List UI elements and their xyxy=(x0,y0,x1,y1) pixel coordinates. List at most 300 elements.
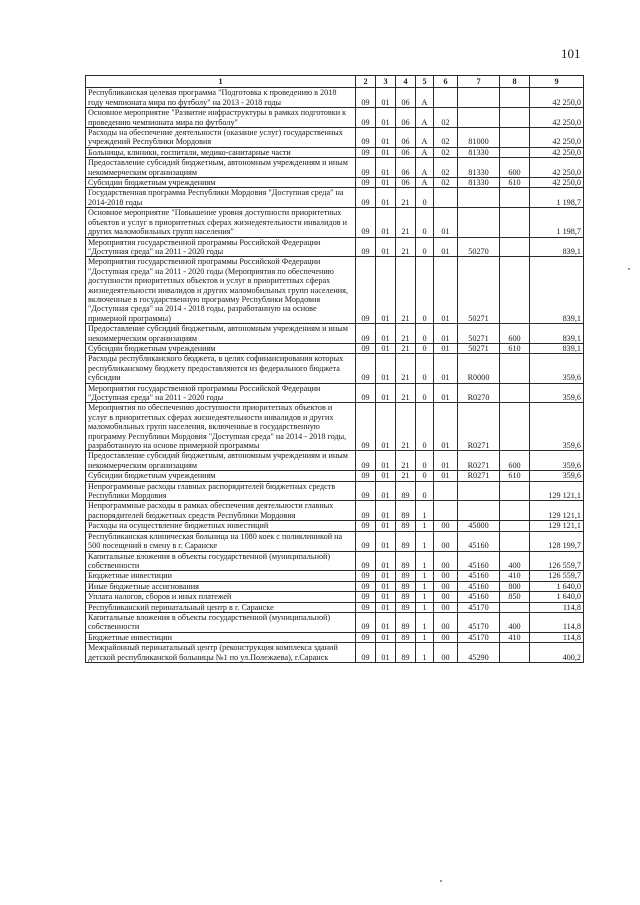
cell-amount: 400,2 xyxy=(530,643,584,663)
cell-col6: 00 xyxy=(434,602,458,612)
cell-col2: 09 xyxy=(356,324,376,344)
table-row xyxy=(86,592,584,602)
cell-col8: 400 xyxy=(500,612,530,632)
cell-col4: 21 xyxy=(396,208,416,237)
cell-col8 xyxy=(500,188,530,208)
table-row xyxy=(86,612,584,632)
cell-col5: 1 xyxy=(416,531,434,551)
cell-col7: 45160 xyxy=(458,571,500,581)
table-row xyxy=(86,602,584,612)
cell-col8: 600 xyxy=(500,451,530,471)
cell-col3: 01 xyxy=(376,632,396,642)
cell-col2: 09 xyxy=(356,128,376,148)
cell-col5: 1 xyxy=(416,571,434,581)
cell-amount: 114,8 xyxy=(530,612,584,632)
cell-name: Субсидии бюджетным учреждениям xyxy=(86,178,356,188)
cell-col3: 01 xyxy=(376,531,396,551)
cell-col6: 00 xyxy=(434,592,458,602)
cell-col8 xyxy=(500,481,530,501)
cell-col4: 89 xyxy=(396,551,416,571)
cell-col2: 09 xyxy=(356,581,376,591)
cell-amount: 42 250,0 xyxy=(530,178,584,188)
cell-col8: 410 xyxy=(500,632,530,642)
cell-col8: 400 xyxy=(500,551,530,571)
cell-col7: 81330 xyxy=(458,147,500,157)
cell-col5: 1 xyxy=(416,581,434,591)
cell-col7 xyxy=(458,108,500,128)
cell-col3: 01 xyxy=(376,188,396,208)
cell-col4: 21 xyxy=(396,471,416,481)
cell-col3: 01 xyxy=(376,257,396,324)
cell-col8: 850 xyxy=(500,592,530,602)
cell-col3: 01 xyxy=(376,88,396,108)
cell-amount: 42 250,0 xyxy=(530,147,584,157)
cell-col6: 02 xyxy=(434,108,458,128)
cell-col3: 01 xyxy=(376,581,396,591)
cell-col2: 09 xyxy=(356,383,376,403)
cell-col2: 09 xyxy=(356,158,376,178)
cell-col6 xyxy=(434,188,458,208)
cell-name: Капитальные вложения в объекты государственной (муниципальной) собственности xyxy=(86,612,356,632)
cell-col5: 0 xyxy=(416,237,434,257)
cell-col5: А xyxy=(416,158,434,178)
cell-col8: 610 xyxy=(500,471,530,481)
cell-amount: 1 198,7 xyxy=(530,188,584,208)
cell-amount: 42 250,0 xyxy=(530,128,584,148)
cell-col4: 21 xyxy=(396,451,416,471)
cell-col7 xyxy=(458,501,500,521)
cell-col5: 0 xyxy=(416,324,434,344)
cell-col8: 600 xyxy=(500,158,530,178)
cell-col6: 00 xyxy=(434,632,458,642)
header-cell: 1 xyxy=(86,76,356,88)
cell-col3: 01 xyxy=(376,324,396,344)
cell-col7: 50271 xyxy=(458,343,500,353)
cell-col8 xyxy=(500,147,530,157)
cell-col7 xyxy=(458,208,500,237)
cell-col6: 01 xyxy=(434,324,458,344)
cell-amount: 359,6 xyxy=(530,403,584,451)
cell-col7 xyxy=(458,188,500,208)
table-row xyxy=(86,108,584,128)
cell-col8 xyxy=(500,354,530,383)
cell-amount: 126 559,7 xyxy=(530,551,584,571)
cell-col5: 0 xyxy=(416,451,434,471)
cell-col2: 09 xyxy=(356,592,376,602)
cell-col2: 09 xyxy=(356,108,376,128)
cell-col7 xyxy=(458,88,500,108)
cell-col3: 01 xyxy=(376,481,396,501)
cell-amount: 359,6 xyxy=(530,354,584,383)
cell-col3: 01 xyxy=(376,501,396,521)
table-row xyxy=(86,403,584,451)
cell-name: Мероприятия государственной программы Российской Федерации "Доступная среда" на 2011 - 2020 годы xyxy=(86,237,356,257)
cell-amount: 839,1 xyxy=(530,343,584,353)
cell-col2: 09 xyxy=(356,551,376,571)
cell-col5: 1 xyxy=(416,592,434,602)
cell-col6: 00 xyxy=(434,521,458,531)
table-row xyxy=(86,354,584,383)
cell-amount: 129 121,1 xyxy=(530,521,584,531)
cell-amount: 839,1 xyxy=(530,237,584,257)
cell-col3: 01 xyxy=(376,643,396,663)
cell-col2: 09 xyxy=(356,632,376,642)
cell-col7: R0271 xyxy=(458,471,500,481)
cell-col6: 01 xyxy=(434,208,458,237)
cell-col8 xyxy=(500,531,530,551)
cell-name: Расходы республиканского бюджета, в целях софинансирования которых республиканскому бюджету предоставляются из федерального бюджета субсидии xyxy=(86,354,356,383)
cell-col6: 02 xyxy=(434,178,458,188)
table-header xyxy=(86,76,584,88)
cell-col7: R0270 xyxy=(458,383,500,403)
cell-name: Субсидии бюджетным учреждениям xyxy=(86,471,356,481)
cell-name: Мероприятия государственной программы Российской Федерации "Доступная среда" на 2011 - 2020 годы xyxy=(86,383,356,403)
cell-col6: 01 xyxy=(434,343,458,353)
cell-amount: 42 250,0 xyxy=(530,88,584,108)
cell-name: Основное мероприятие "Развитие инфраструктуры в рамках подготовки к проведению чемпионата мира по футболу" xyxy=(86,108,356,128)
cell-col5: 0 xyxy=(416,354,434,383)
cell-col7: 45160 xyxy=(458,531,500,551)
cell-col5: 1 xyxy=(416,602,434,612)
cell-col7: 45160 xyxy=(458,592,500,602)
cell-amount: 359,6 xyxy=(530,471,584,481)
cell-col6: 01 xyxy=(434,257,458,324)
cell-name: Непрограммные расходы главных распорядителей бюджетных средств Республики Мордовия xyxy=(86,481,356,501)
cell-col4: 06 xyxy=(396,158,416,178)
cell-amount: 129 121,1 xyxy=(530,481,584,501)
cell-col8 xyxy=(500,643,530,663)
scan-speck xyxy=(628,268,630,270)
cell-col2: 09 xyxy=(356,237,376,257)
cell-col7: 45170 xyxy=(458,602,500,612)
cell-col2: 09 xyxy=(356,403,376,451)
table-row xyxy=(86,188,584,208)
cell-name: Республиканская клиническая больница на 1080 коек с поликлиникой на 500 посещений в смену в г. Саранске xyxy=(86,531,356,551)
cell-col4: 89 xyxy=(396,612,416,632)
cell-name: Расходы на осуществление бюджетных инвестиций xyxy=(86,521,356,531)
header-cell: 6 xyxy=(434,76,458,88)
cell-col4: 89 xyxy=(396,643,416,663)
cell-col7 xyxy=(458,481,500,501)
cell-col2: 09 xyxy=(356,501,376,521)
cell-col4: 89 xyxy=(396,632,416,642)
cell-col6 xyxy=(434,481,458,501)
cell-col8 xyxy=(500,257,530,324)
cell-amount: 42 250,0 xyxy=(530,158,584,178)
cell-col4: 89 xyxy=(396,501,416,521)
cell-col3: 01 xyxy=(376,471,396,481)
cell-name: Республиканский перинатальный центр в г. Саранске xyxy=(86,602,356,612)
cell-col2: 09 xyxy=(356,188,376,208)
cell-amount: 359,6 xyxy=(530,383,584,403)
cell-col7: 45160 xyxy=(458,581,500,591)
cell-col2: 09 xyxy=(356,208,376,237)
cell-col8 xyxy=(500,208,530,237)
cell-col4: 21 xyxy=(396,354,416,383)
cell-col4: 06 xyxy=(396,178,416,188)
cell-col5: 1 xyxy=(416,632,434,642)
cell-name: Бюджетные инвестиции xyxy=(86,571,356,581)
cell-col3: 01 xyxy=(376,451,396,471)
cell-col5: 0 xyxy=(416,471,434,481)
cell-col7: 45170 xyxy=(458,612,500,632)
cell-col8 xyxy=(500,383,530,403)
cell-col3: 01 xyxy=(376,592,396,602)
cell-col2: 09 xyxy=(356,88,376,108)
table-row xyxy=(86,128,584,148)
cell-col4: 89 xyxy=(396,581,416,591)
cell-col5: А xyxy=(416,128,434,148)
cell-col2: 09 xyxy=(356,178,376,188)
cell-col7: R0271 xyxy=(458,451,500,471)
cell-col6: 02 xyxy=(434,158,458,178)
cell-name: Мероприятия государственной программы Российской Федерации "Доступная среда" на 2011 - 2020 годы (Мероприятия по обеспечению доступности приоритетных объектов и услуг в приоритетных сферах жизнедеятельности инвалидов и других маломобильных групп населения, включенные в государственную программу Республики Мордовия "Доступная среда" на 2014 - 2018 годы, разработанную на основе примерной программы) xyxy=(86,257,356,324)
cell-col6: 01 xyxy=(434,383,458,403)
cell-col4: 06 xyxy=(396,108,416,128)
cell-col4: 89 xyxy=(396,521,416,531)
table-row xyxy=(86,383,584,403)
cell-col7: 45170 xyxy=(458,632,500,642)
cell-col5: 1 xyxy=(416,521,434,531)
cell-col2: 09 xyxy=(356,612,376,632)
cell-amount: 42 250,0 xyxy=(530,108,584,128)
cell-col2: 09 xyxy=(356,602,376,612)
table-row xyxy=(86,521,584,531)
cell-col6: 01 xyxy=(434,237,458,257)
cell-col3: 01 xyxy=(376,383,396,403)
cell-col6: 01 xyxy=(434,451,458,471)
cell-col3: 01 xyxy=(376,178,396,188)
cell-col7: 50270 xyxy=(458,237,500,257)
cell-col2: 09 xyxy=(356,147,376,157)
cell-col4: 89 xyxy=(396,592,416,602)
cell-amount: 839,1 xyxy=(530,324,584,344)
cell-name: Бюджетные инвестиции xyxy=(86,632,356,642)
cell-col8: 610 xyxy=(500,343,530,353)
cell-col8 xyxy=(500,88,530,108)
cell-amount: 128 199,7 xyxy=(530,531,584,551)
cell-col2: 09 xyxy=(356,451,376,471)
cell-col8: 800 xyxy=(500,581,530,591)
cell-name: Субсидии бюджетным учреждениям xyxy=(86,343,356,353)
table-row xyxy=(86,571,584,581)
cell-col5: 0 xyxy=(416,208,434,237)
cell-col2: 09 xyxy=(356,257,376,324)
table-row xyxy=(86,343,584,353)
cell-col7: 45160 xyxy=(458,551,500,571)
cell-name: Уплата налогов, сборов и иных платежей xyxy=(86,592,356,602)
header-row xyxy=(86,76,584,88)
table-row xyxy=(86,471,584,481)
cell-col8 xyxy=(500,403,530,451)
cell-name: Предоставление субсидий бюджетным, автономным учреждениям и иным некоммерческим организациям xyxy=(86,324,356,344)
table-row xyxy=(86,551,584,571)
cell-col3: 01 xyxy=(376,403,396,451)
table-row xyxy=(86,147,584,157)
header-cell: 2 xyxy=(356,76,376,88)
cell-col2: 09 xyxy=(356,531,376,551)
header-cell: 7 xyxy=(458,76,500,88)
cell-name: Межрайонный перинатальный центр (реконструкция комплекса зданий детской республиканской больницы №1 по ул.Полежаева), г.Саранск xyxy=(86,643,356,663)
table-row xyxy=(86,531,584,551)
cell-col3: 01 xyxy=(376,602,396,612)
cell-col5: 1 xyxy=(416,612,434,632)
cell-col4: 06 xyxy=(396,128,416,148)
cell-col4: 21 xyxy=(396,383,416,403)
cell-col6 xyxy=(434,88,458,108)
cell-amount: 1 198,7 xyxy=(530,208,584,237)
cell-col8 xyxy=(500,602,530,612)
cell-col3: 01 xyxy=(376,354,396,383)
table-row xyxy=(86,632,584,642)
cell-name: Предоставление субсидий бюджетным, автономным учреждениям и иным некоммерческим организациям xyxy=(86,451,356,471)
header-cell: 3 xyxy=(376,76,396,88)
cell-col5: 1 xyxy=(416,551,434,571)
cell-col5: 0 xyxy=(416,383,434,403)
cell-col3: 01 xyxy=(376,158,396,178)
cell-col4: 06 xyxy=(396,147,416,157)
cell-col5: А xyxy=(416,147,434,157)
table-row xyxy=(86,208,584,237)
cell-col5: А xyxy=(416,88,434,108)
cell-col3: 01 xyxy=(376,521,396,531)
cell-name: Расходы на обеспечение деятельности (оказание услуг) государственных учреждений Республики Мордовия xyxy=(86,128,356,148)
cell-col4: 06 xyxy=(396,88,416,108)
cell-col4: 21 xyxy=(396,403,416,451)
cell-col5: 0 xyxy=(416,343,434,353)
cell-col5: А xyxy=(416,108,434,128)
cell-col2: 09 xyxy=(356,471,376,481)
cell-col6: 00 xyxy=(434,571,458,581)
cell-col5: 1 xyxy=(416,643,434,663)
cell-col4: 89 xyxy=(396,481,416,501)
cell-col3: 01 xyxy=(376,128,396,148)
cell-col2: 09 xyxy=(356,643,376,663)
cell-col3: 01 xyxy=(376,208,396,237)
cell-col3: 01 xyxy=(376,237,396,257)
header-cell: 9 xyxy=(530,76,584,88)
cell-amount: 129 121,1 xyxy=(530,501,584,521)
table-row xyxy=(86,237,584,257)
cell-name: Иные бюджетные ассигнования xyxy=(86,581,356,591)
cell-col6: 00 xyxy=(434,612,458,632)
table-row xyxy=(86,324,584,344)
cell-col7: 81330 xyxy=(458,158,500,178)
header-cell: 4 xyxy=(396,76,416,88)
cell-col4: 21 xyxy=(396,257,416,324)
cell-col7: 50271 xyxy=(458,324,500,344)
cell-col7: 45290 xyxy=(458,643,500,663)
cell-amount: 1 640,0 xyxy=(530,581,584,591)
cell-col2: 09 xyxy=(356,354,376,383)
cell-col8 xyxy=(500,521,530,531)
cell-col4: 21 xyxy=(396,324,416,344)
header-cell: 8 xyxy=(500,76,530,88)
cell-col8 xyxy=(500,501,530,521)
cell-amount: 126 559,7 xyxy=(530,571,584,581)
cell-col3: 01 xyxy=(376,147,396,157)
cell-amount: 839,1 xyxy=(530,257,584,324)
cell-col6: 02 xyxy=(434,147,458,157)
cell-col5: 0 xyxy=(416,188,434,208)
cell-col3: 01 xyxy=(376,108,396,128)
cell-name: Предоставление субсидий бюджетным, автономным учреждениям и иным некоммерческим организациям xyxy=(86,158,356,178)
cell-name: Республиканская целевая программа "Подготовка к проведению в 2018 году чемпионата мира по футболу" на 2013 - 2018 годы xyxy=(86,88,356,108)
cell-col2: 09 xyxy=(356,521,376,531)
cell-col6: 02 xyxy=(434,128,458,148)
table-row xyxy=(86,581,584,591)
cell-col3: 01 xyxy=(376,612,396,632)
cell-amount: 359,6 xyxy=(530,451,584,471)
cell-col3: 01 xyxy=(376,551,396,571)
cell-col3: 01 xyxy=(376,571,396,581)
cell-col3: 01 xyxy=(376,343,396,353)
cell-col6 xyxy=(434,501,458,521)
cell-col6: 00 xyxy=(434,531,458,551)
cell-col7: 45000 xyxy=(458,521,500,531)
cell-col7: R0271 xyxy=(458,403,500,451)
cell-col4: 89 xyxy=(396,531,416,551)
table-row xyxy=(86,481,584,501)
cell-col5: А xyxy=(416,178,434,188)
cell-col6: 00 xyxy=(434,551,458,571)
cell-col2: 09 xyxy=(356,343,376,353)
cell-name: Капитальные вложения в объекты государственной (муниципальной) собственности xyxy=(86,551,356,571)
cell-col4: 89 xyxy=(396,602,416,612)
cell-col8: 610 xyxy=(500,178,530,188)
cell-col6: 00 xyxy=(434,643,458,663)
cell-col8: 410 xyxy=(500,571,530,581)
cell-col8 xyxy=(500,108,530,128)
cell-col5: 0 xyxy=(416,481,434,501)
cell-amount: 1 640,0 xyxy=(530,592,584,602)
cell-amount: 114,8 xyxy=(530,602,584,612)
cell-col6: 01 xyxy=(434,354,458,383)
header-cell: 5 xyxy=(416,76,434,88)
table-row xyxy=(86,88,584,108)
cell-col5: 0 xyxy=(416,403,434,451)
table-row xyxy=(86,501,584,521)
cell-name: Мероприятия по обеспечению доступности приоритетных объектов и услуг в приоритетных сферах жизнедеятельности инвалидов и других маломобильных групп населения, включенные в государственную программу Республики Мордовия "Доступная среда" на 2014 - 2018 годы, разработанную на основе примерной программы xyxy=(86,403,356,451)
cell-col2: 09 xyxy=(356,481,376,501)
cell-name: Государственная программа Республики Мордовия "Доступная среда" на 2014-2018 годы xyxy=(86,188,356,208)
cell-col6: 01 xyxy=(434,471,458,481)
cell-name: Непрограммные расходы в рамках обеспечения деятельности главных распорядителей бюджетных средств Республики Мордовия xyxy=(86,501,356,521)
cell-name: Больницы, клиники, госпитали, медико-санитарные части xyxy=(86,147,356,157)
cell-col4: 89 xyxy=(396,571,416,581)
cell-col5: 0 xyxy=(416,257,434,324)
cell-col6: 00 xyxy=(434,581,458,591)
cell-col8 xyxy=(500,237,530,257)
cell-name: Основное мероприятие "Повышение уровня доступности приоритетных объектов и услуг в приоритетных сферах жизнедеятельности инвалидов и других маломобильных групп населения" xyxy=(86,208,356,237)
table-row xyxy=(86,257,584,324)
cell-col7: R0000 xyxy=(458,354,500,383)
cell-col8 xyxy=(500,128,530,148)
page-number: 101 xyxy=(561,46,581,61)
table-row xyxy=(86,451,584,471)
cell-col5: 1 xyxy=(416,501,434,521)
table-row xyxy=(86,158,584,178)
table-row xyxy=(86,178,584,188)
cell-col7: 81330 xyxy=(458,178,500,188)
cell-amount: 114,8 xyxy=(530,632,584,642)
scan-speck xyxy=(440,880,442,882)
cell-col6: 01 xyxy=(434,403,458,451)
cell-col2: 09 xyxy=(356,571,376,581)
cell-col7: 50271 xyxy=(458,257,500,324)
cell-col4: 21 xyxy=(396,188,416,208)
cell-col8: 600 xyxy=(500,324,530,344)
